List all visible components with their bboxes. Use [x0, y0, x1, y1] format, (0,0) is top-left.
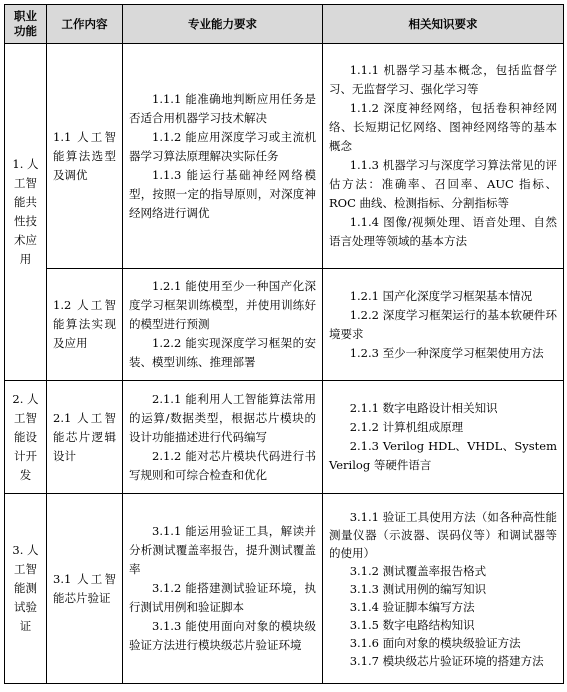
knowledge-cell — [323, 44, 564, 269]
function-cell: 1. 人工智能共性技术应用 — [5, 44, 47, 381]
skills-cell — [123, 44, 323, 269]
knowledge-item: 2.1.1 数字电路设计相关知识 — [349, 401, 498, 415]
knowledge-cell — [323, 494, 564, 684]
header-knowledge: 相关知识要求 — [323, 5, 564, 44]
skill-item: 3.1.1 能运用验证工具，解读并分析测试覆盖率报告，提升测试覆盖率 — [129, 524, 316, 576]
table-row — [5, 494, 564, 684]
work-cell: 1.1 人工智能算法选型及调优 — [47, 44, 123, 269]
skills-cell — [123, 494, 323, 684]
knowledge-item: 3.1.4 验证脚本编写方法 — [349, 599, 475, 614]
knowledge-item: 3.1.5 数字电路结构知识 — [349, 617, 475, 632]
function-cell: 3. 人工智能测试验证 — [5, 494, 47, 684]
knowledge-item: 1.2.3 至少一种深度学习框架使用方法 — [349, 345, 544, 360]
knowledge-item: 1.1.4 图像/视频处理、语音处理、自然语言处理等领域的基本方法 — [329, 215, 557, 248]
knowledge-item: 1.1.2 深度神经网络，包括卷积神经网络、长短期记忆网络、图神经网络等的基本概念 — [329, 101, 557, 153]
table-row — [5, 269, 564, 381]
skill-item: 1.2.2 能实现深度学习框架的安装、模型训练、推理部署 — [129, 336, 316, 369]
skill-item: 2.1.1 能利用人工智能算法常用的运算/数据类型，根据芯片模块的设计功能描述进行代码编写 — [129, 391, 316, 444]
work-cell: 1.2 人工智能算法实现及应用 — [47, 269, 123, 381]
table-row — [5, 44, 564, 269]
table-row — [5, 381, 564, 494]
knowledge-item: 1.2.2 深度学习框架运行的基本软硬件环境要求 — [329, 307, 557, 341]
knowledge-item: 3.1.7 模块级芯片验证环境的搭建方法 — [349, 653, 544, 668]
skill-item: 1.2.1 能使用至少一种国产化深度学习框架训练模型，并使用训练好的模型进行预测 — [129, 279, 316, 331]
knowledge-item: 1.1.1 机器学习基本概念，包括监督学习、无监督学习、强化学习等 — [329, 63, 557, 96]
knowledge-item: 1.2.1 国产化深度学习框架基本情况 — [349, 288, 533, 303]
competency-table — [4, 4, 564, 684]
skill-item: 1.1.1 能准确地判断应用任务是否适合用机器学习技术解决 — [129, 91, 316, 125]
knowledge-item: 3.1.2 测试覆盖率报告格式 — [349, 563, 487, 578]
knowledge-item: 2.1.2 计算机组成原理 — [349, 420, 464, 434]
knowledge-cell — [323, 269, 564, 381]
skill-item: 3.1.2 能搭建测试验证环境，执行测试用例和验证脚本 — [129, 581, 316, 614]
knowledge-item: 3.1.6 面向对象的模块级验证方法 — [349, 635, 521, 650]
knowledge-item: 3.1.1 验证工具使用方法（如各种高性能测量仪器（示波器、误码仪等）和调试器等的使用） — [329, 509, 557, 560]
function-cell: 2. 人工智能设计开发 — [5, 381, 47, 494]
knowledge-item: 1.1.3 机器学习与深度学习算法常见的评估方法：准确率、召回率、AUC 指标、ROC 曲线、检测指标、分割指标等 — [329, 158, 557, 210]
knowledge-item: 3.1.3 测试用例的编写知识 — [349, 581, 487, 596]
work-cell: 3.1 人工智能芯片验证 — [47, 494, 123, 684]
skill-item: 2.1.2 能对芯片模块代码进行书写规则和可综合检查和优化 — [129, 448, 316, 482]
skill-item: 1.1.3 能运行基础神经网络模型，按照一定的指导原则，对深度神经网络进行调优 — [129, 167, 316, 220]
header-function: 职业功能 — [5, 5, 47, 44]
knowledge-item: 2.1.3 Verilog HDL、VHDL、System Verilog 等硬件语言 — [329, 439, 557, 472]
skills-cell — [123, 269, 323, 381]
skill-item: 3.1.3 能使用面向对象的模块级验证方法进行模块级芯片验证环境 — [129, 619, 316, 652]
knowledge-cell — [323, 381, 564, 494]
skills-cell — [123, 381, 323, 494]
header-work: 工作内容 — [47, 5, 123, 44]
skill-item: 1.1.2 能应用深度学习或主流机器学习算法原理解决实际任务 — [129, 129, 316, 163]
header-row — [5, 5, 564, 44]
work-cell: 2.1 人工智能芯片逻辑设计 — [47, 381, 123, 494]
header-skills: 专业能力要求 — [123, 5, 323, 44]
